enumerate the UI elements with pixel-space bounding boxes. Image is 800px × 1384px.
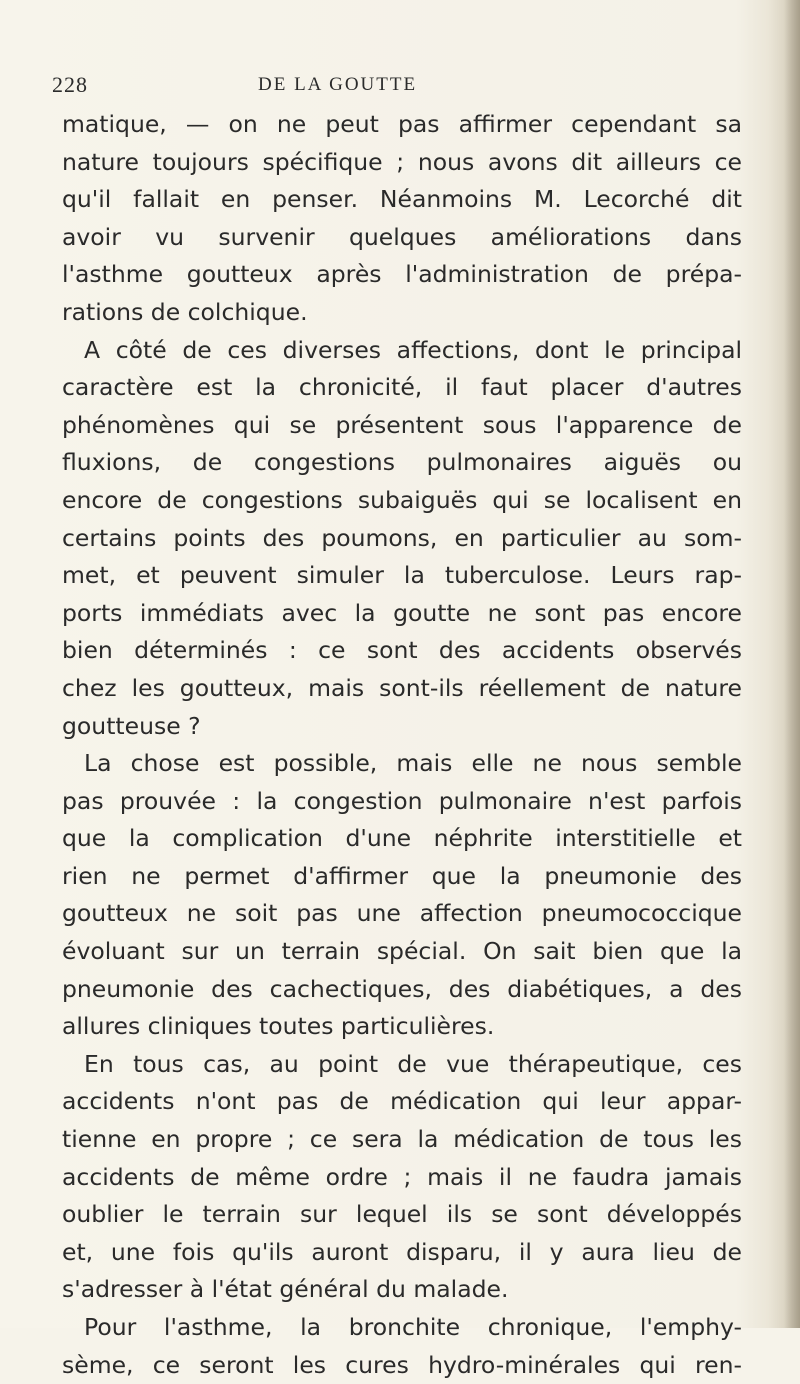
text-line: allures cliniques toutes particulières.	[62, 1012, 495, 1041]
text-line: que la complication d'une néphrite interstitielle et	[62, 824, 742, 853]
text-line: phénomènes qui se présentent sous l'apparence de	[62, 410, 742, 439]
text-line: chez les goutteux, mais sont-ils réellement de nature	[62, 673, 742, 702]
text-line: et, une fois qu'ils auront disparu, il y aura lieu de	[62, 1237, 742, 1266]
text-line: bien déterminés : ce sont des accidents observés	[62, 636, 742, 665]
paragraph-start: Pour l'asthme, la bronchite chronique, l'emphy-	[84, 1313, 742, 1341]
text-line: matique, — on ne peut pas affirmer cependant sa	[62, 110, 742, 138]
text-line: fluxions, de congestions pulmonaires aiguës ou	[62, 448, 742, 477]
page-header	[52, 72, 742, 102]
running-head: DE LA GOUTTE	[258, 74, 418, 95]
text-line: qu'il fallait en penser. Néanmoins M. Lecorché dit	[62, 185, 742, 214]
text-line: accidents n'ont pas de médication qui leur appar-	[62, 1087, 742, 1116]
text-line: rien ne permet d'affirmer que la pneumonie des	[62, 861, 742, 890]
text-line: goutteux ne soit pas une affection pneumococcique	[62, 899, 742, 928]
text-line: tienne en propre ; ce sera la médication de tous les	[62, 1125, 742, 1154]
page-number: 228	[52, 72, 88, 97]
text-line: ports immédiats avec la goutte ne sont pas encore	[62, 598, 742, 627]
text-line: certains points des poumons, en particulier au som-	[62, 523, 742, 552]
text-line: s'adresser à l'état général du malade.	[62, 1275, 509, 1304]
page-edge-shadow	[784, 0, 800, 1328]
text-line: goutteuse ?	[62, 711, 201, 740]
body-text	[62, 106, 742, 1384]
text-line: pneumonie des cachectiques, des diabétiques, a des	[62, 974, 742, 1003]
paragraph-start: En tous cas, au point de vue thérapeutique, ces	[84, 1049, 742, 1078]
text-line: pas prouvée : la congestion pulmonaire n'est parfois	[62, 786, 742, 815]
text-line: met, et peuvent simuler la tuberculose. Leurs rap-	[62, 561, 742, 590]
text-line: nature toujours spécifique ; nous avons dit ailleurs ce	[62, 147, 742, 176]
text-line: sème, ce seront les cures hydro-minérales qui ren-	[62, 1350, 742, 1379]
text-line: évoluant sur un terrain spécial. On sait bien que la	[62, 937, 742, 966]
text-line: avoir vu survenir quelques améliorations dans	[62, 222, 742, 251]
paragraph-start: A côté de ces diverses affections, dont le principal	[84, 335, 742, 364]
text-line: accidents de même ordre ; mais il ne faudra jamais	[62, 1162, 742, 1191]
text-line: rations de colchique.	[62, 297, 308, 326]
text-line: encore de congestions subaiguës qui se localisent en	[62, 485, 742, 514]
text-line: oublier le terrain sur lequel ils se sont développés	[62, 1200, 742, 1229]
paragraph-start: La chose est possible, mais elle ne nous semble	[84, 749, 742, 778]
text-line: l'asthme goutteux après l'administration de prépa-	[62, 260, 742, 289]
text-line: caractère est la chronicité, il faut placer d'autres	[62, 373, 742, 402]
